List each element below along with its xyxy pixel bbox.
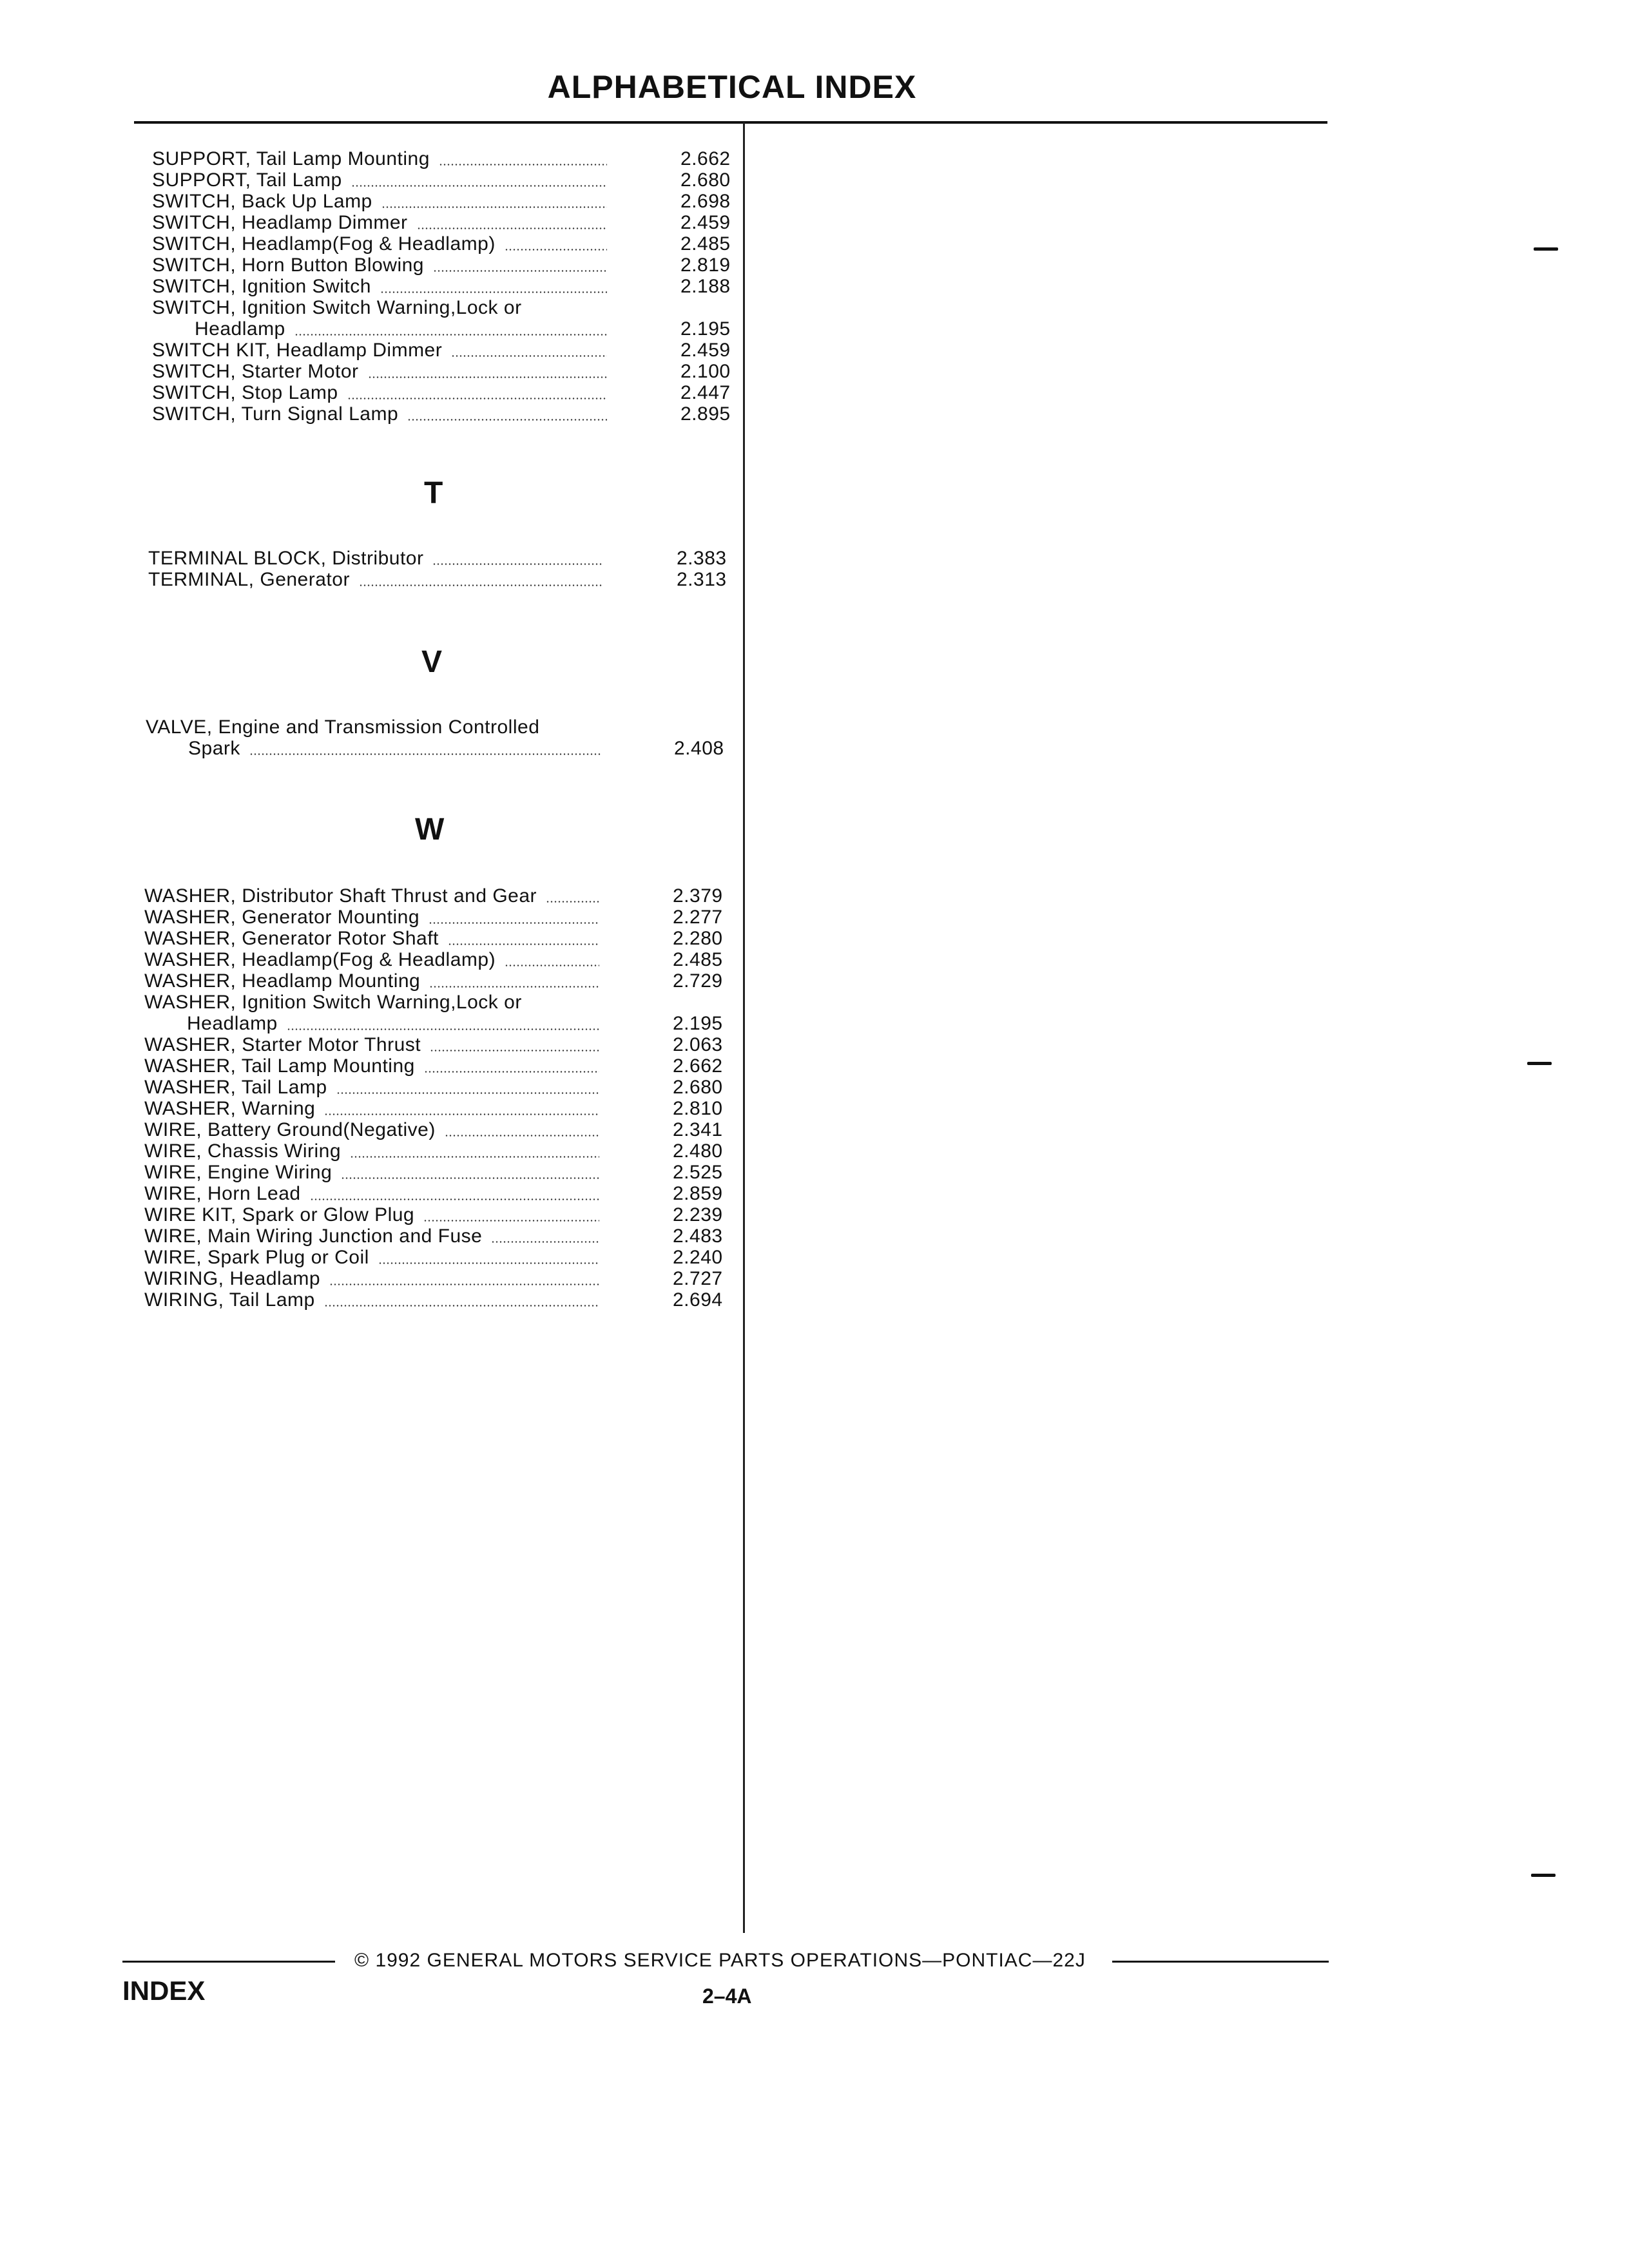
entry-page-number: 2.240: [673, 1247, 723, 1268]
index-entry: [144, 1077, 744, 1098]
entry-page-number: 2.459: [680, 212, 731, 233]
dot-leader: [424, 1071, 599, 1073]
dot-leader: [417, 227, 607, 229]
entry-page-number: 2.810: [673, 1098, 723, 1119]
dot-leader: [448, 943, 599, 945]
entry-page-number: 2.485: [673, 949, 723, 970]
dot-leader: [249, 753, 601, 755]
entry-page-number: 2.662: [673, 1055, 723, 1077]
entry-label: SWITCH, Back Up Lamp: [152, 191, 372, 212]
index-entry: [144, 907, 744, 928]
entry-label: SWITCH, Stop Lamp: [152, 382, 338, 403]
entry-label: SWITCH, Ignition Switch Warning,Lock or: [152, 297, 522, 318]
index-entry: [148, 569, 747, 590]
entry-page-number: 2.525: [673, 1162, 723, 1183]
entry-label: WIRING, Headlamp: [144, 1268, 321, 1289]
entry-label: WASHER, Ignition Switch Warning,Lock or: [144, 992, 522, 1013]
index-entry: [144, 1119, 744, 1140]
dot-leader: [430, 1050, 599, 1052]
entry-label: WASHER, Headlamp Mounting: [144, 970, 421, 992]
index-entry: [152, 169, 751, 191]
entry-page-number: 2.485: [680, 233, 731, 255]
dot-leader: [429, 922, 599, 924]
entry-page-number: 2.483: [673, 1225, 723, 1247]
index-entry: [144, 1098, 744, 1119]
index-entry: [144, 1268, 744, 1289]
dot-leader: [429, 986, 599, 988]
entry-label: WIRE, Horn Lead: [144, 1183, 301, 1204]
index-entry: [144, 970, 744, 992]
entry-label: WASHER, Tail Lamp Mounting: [144, 1055, 415, 1077]
entry-page-number: 2.895: [680, 403, 731, 425]
entry-label: WASHER, Generator Mounting: [144, 907, 420, 928]
entry-label: WASHER, Headlamp(Fog & Headlamp): [144, 949, 496, 970]
index-entry: [152, 148, 751, 169]
index-entry: [144, 1140, 744, 1162]
footer-rule-right: [1112, 1961, 1329, 1963]
entry-page-number: 2.698: [680, 191, 731, 212]
index-entry: [152, 403, 751, 425]
dot-leader: [368, 376, 607, 378]
index-entry: [144, 1162, 744, 1183]
section-v: [146, 716, 745, 759]
index-entry: [152, 191, 751, 212]
entry-page-number: 2.680: [673, 1077, 723, 1098]
entry-page-number: 2.459: [680, 340, 731, 361]
entry-page-number: 2.341: [673, 1119, 723, 1140]
entry-label: WASHER, Starter Motor Thrust: [144, 1034, 421, 1055]
entry-page-number: 2.694: [673, 1289, 723, 1311]
entry-label: SWITCH KIT, Headlamp Dimmer: [152, 340, 443, 361]
dot-leader: [324, 1113, 599, 1115]
entry-label: WIRE, Engine Wiring: [144, 1162, 333, 1183]
entry-label: WIRE, Chassis Wiring: [144, 1140, 342, 1162]
index-entry: [152, 340, 751, 361]
entry-page-number: 2.063: [673, 1034, 723, 1055]
margin-mark: [1534, 247, 1558, 251]
entry-label: WASHER, Distributor Shaft Thrust and Gear: [144, 885, 537, 907]
entry-label: WIRE, Main Wiring Junction and Fuse: [144, 1225, 483, 1247]
entry-page-number: 2.383: [677, 548, 727, 569]
entry-label: SUPPORT, Tail Lamp: [152, 169, 342, 191]
dot-leader: [351, 185, 607, 187]
entry-label: Headlamp: [187, 1013, 278, 1034]
entry-label: TERMINAL BLOCK, Distributor: [148, 548, 424, 569]
page-title: ALPHABETICAL INDEX: [547, 69, 917, 105]
entry-page-number: 2.379: [673, 885, 723, 907]
entry-label: SWITCH, Starter Motor: [152, 361, 359, 382]
entry-label: TERMINAL, Generator: [148, 569, 350, 590]
entry-label: WASHER, Generator Rotor Shaft: [144, 928, 439, 949]
entry-page-number: 2.313: [677, 569, 727, 590]
index-entry: [152, 212, 751, 233]
footer-section-label: INDEX: [122, 1975, 206, 2006]
entry-label: WIRE, Spark Plug or Coil: [144, 1247, 369, 1268]
index-entry: [152, 297, 751, 318]
dot-leader: [423, 1220, 599, 1222]
entry-label: SUPPORT, Tail Lamp Mounting: [152, 148, 430, 169]
section-letter-v: V: [421, 645, 443, 679]
dot-leader: [294, 334, 607, 336]
dot-leader: [546, 901, 599, 903]
section-w: [144, 885, 744, 1311]
entry-page-number: 2.100: [680, 361, 731, 382]
dot-leader: [378, 1262, 599, 1264]
margin-mark: [1531, 1874, 1556, 1877]
dot-leader: [347, 398, 607, 399]
dot-leader: [433, 270, 607, 272]
index-entry: [144, 1247, 744, 1268]
footer-copyright: © 1992 GENERAL MOTORS SERVICE PARTS OPERATIONS—PONTIAC—22J: [354, 1950, 1086, 1971]
index-entry: [144, 949, 744, 970]
entry-page-number: 2.277: [673, 907, 723, 928]
dot-leader: [407, 419, 607, 421]
dot-leader: [359, 584, 603, 586]
index-entry: [144, 1013, 744, 1034]
entry-label: SWITCH, Ignition Switch: [152, 276, 371, 297]
dot-leader: [336, 1092, 599, 1094]
title-rule: [134, 121, 1327, 124]
index-entry: [144, 1055, 744, 1077]
dot-leader: [505, 249, 607, 251]
dot-leader: [380, 291, 607, 293]
entry-label: SWITCH, Headlamp(Fog & Headlamp): [152, 233, 496, 255]
entry-label: SWITCH, Turn Signal Lamp: [152, 403, 399, 425]
index-entry: [144, 1289, 744, 1311]
section-s: [152, 148, 751, 425]
dot-leader: [324, 1305, 599, 1307]
dot-leader: [381, 206, 607, 208]
index-entry: [146, 738, 745, 759]
index-entry: [144, 992, 744, 1013]
index-entry: [148, 548, 747, 569]
entry-label: WASHER, Tail Lamp: [144, 1077, 327, 1098]
dot-leader: [329, 1283, 599, 1285]
dot-leader: [310, 1198, 599, 1200]
entry-label: Headlamp: [195, 318, 285, 340]
entry-page-number: 2.480: [673, 1140, 723, 1162]
entry-label: VALVE, Engine and Transmission Controlled: [146, 716, 540, 738]
section-letter-w: W: [415, 812, 445, 847]
footer-rule-left: [122, 1961, 335, 1963]
index-entry: [144, 1034, 744, 1055]
entry-page-number: 2.188: [680, 276, 731, 297]
entry-label: SWITCH, Headlamp Dimmer: [152, 212, 408, 233]
entry-page-number: 2.195: [673, 1013, 723, 1034]
dot-leader: [505, 965, 599, 966]
index-entry: [152, 233, 751, 255]
entry-page-number: 2.239: [673, 1204, 723, 1225]
entry-page-number: 2.195: [680, 318, 731, 340]
index-entry: [152, 276, 751, 297]
index-entry: [152, 255, 751, 276]
index-entry: [152, 361, 751, 382]
entry-page-number: 2.662: [680, 148, 731, 169]
entry-page-number: 2.680: [680, 169, 731, 191]
index-entry: [152, 382, 751, 403]
entry-page-number: 2.280: [673, 928, 723, 949]
dot-leader: [350, 1156, 599, 1158]
dot-leader: [445, 1135, 599, 1137]
entry-label: WIRE KIT, Spark or Glow Plug: [144, 1204, 415, 1225]
entry-label: WIRING, Tail Lamp: [144, 1289, 315, 1311]
footer-page-number: 2–4A: [702, 1984, 752, 2008]
index-entry: [144, 928, 744, 949]
dot-leader: [451, 355, 607, 357]
index-entry: [144, 1225, 744, 1247]
entry-label: Spark: [188, 738, 240, 759]
entry-label: SWITCH, Horn Button Blowing: [152, 255, 424, 276]
entry-page-number: 2.859: [673, 1183, 723, 1204]
dot-leader: [439, 164, 607, 166]
entry-page-number: 2.819: [680, 255, 731, 276]
dot-leader: [432, 563, 603, 565]
entry-page-number: 2.729: [673, 970, 723, 992]
index-entry: [144, 1204, 744, 1225]
entry-label: WIRE, Battery Ground(Negative): [144, 1119, 436, 1140]
dot-leader: [491, 1241, 599, 1243]
entry-page-number: 2.727: [673, 1268, 723, 1289]
section-letter-t: T: [424, 476, 443, 510]
section-t: [148, 548, 747, 590]
entry-page-number: 2.408: [674, 738, 724, 759]
index-entry: [146, 716, 745, 738]
dot-leader: [341, 1177, 599, 1179]
entry-label: WASHER, Warning: [144, 1098, 316, 1119]
entry-page-number: 2.447: [680, 382, 731, 403]
dot-leader: [287, 1028, 599, 1030]
index-entry: [144, 1183, 744, 1204]
index-entry: [144, 885, 744, 907]
index-entry: [152, 318, 751, 340]
margin-mark: [1527, 1062, 1552, 1065]
